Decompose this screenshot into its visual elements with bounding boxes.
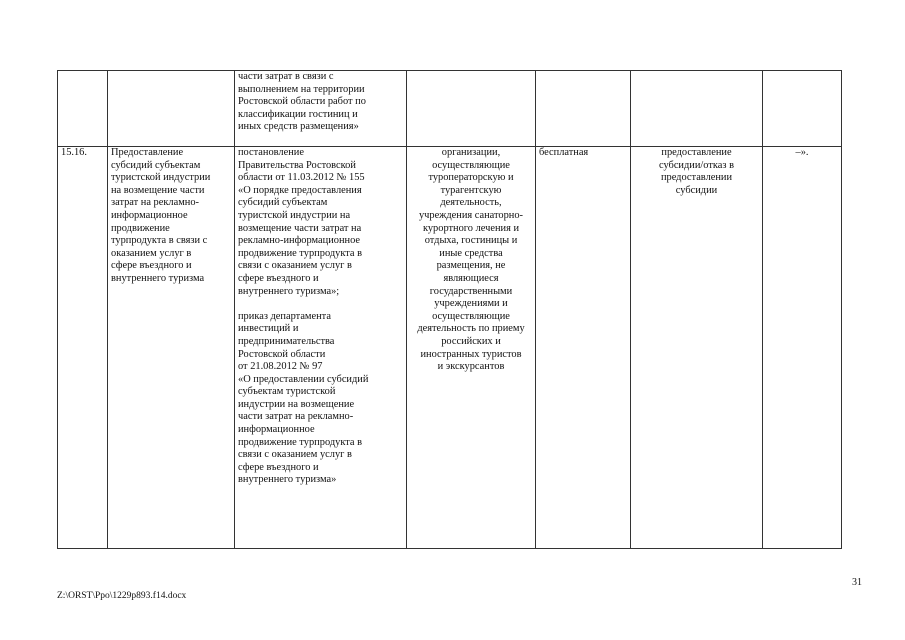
text-line: части затрат в связи с (238, 71, 334, 82)
cell-extra (763, 71, 842, 147)
text-line: классификации гостиниц и (238, 108, 358, 120)
text-line: связи с оказанием услуг в (238, 449, 352, 461)
text-line: субсидий субъектам (238, 197, 328, 209)
text-line: продвижение (111, 222, 170, 234)
text-line: учреждениями и (434, 298, 508, 310)
cell-recipients (407, 71, 536, 147)
cell-payment (536, 71, 631, 147)
text-line: продвижение турпродукта в (238, 247, 363, 259)
text-line: деятельность по приему (417, 323, 525, 335)
text-line: информационное (111, 209, 188, 221)
text-line: субсидии (675, 184, 718, 196)
cell-number (58, 71, 108, 147)
text-line: связи с оказанием услуг в (238, 260, 352, 272)
text-line: учреждения санаторно- (418, 209, 524, 221)
text-line: Ростовской области (238, 348, 326, 360)
text-line: области от 11.03.2012 № 155 (238, 172, 365, 184)
table-row-continued (58, 71, 842, 147)
text-line: турпродукта в связи с (111, 235, 208, 247)
text-line: Ростовской области работ по (238, 96, 366, 108)
text-line: внутреннего туризма (111, 272, 205, 284)
text-line: внутреннего туризма»; (238, 285, 340, 297)
cell-service-name (108, 147, 235, 549)
cell-result (631, 71, 763, 147)
cell-recipients (407, 147, 536, 549)
text-line: приказ департамента (238, 310, 331, 322)
cell-service-name (108, 71, 235, 147)
text-line: осуществляющие (432, 159, 510, 171)
cell-extra: –». (763, 147, 842, 549)
file-path: Z:\ORST\Ppo\1229p893.f14.docx (57, 591, 187, 601)
page-number: 31 (852, 577, 862, 588)
cell-result (631, 147, 763, 549)
text-line: продвижение турпродукта в (238, 436, 363, 448)
cell-legal-basis (235, 71, 407, 147)
text-line: турагентскую (440, 184, 502, 196)
text-line: размещения, не (436, 260, 506, 272)
text-line: постановление (238, 147, 304, 158)
text-line: и экскурсантов (437, 361, 505, 373)
table-row-15-16 (58, 147, 842, 549)
text-line: осуществляющие (432, 310, 510, 322)
cell-number: 15.16. (58, 147, 108, 549)
text-line: государственными (429, 285, 513, 297)
text-line: предоставление (661, 147, 732, 158)
text-line: возмещение части затрат на (238, 222, 362, 234)
text-line: «О предоставлении субсидий (238, 373, 369, 385)
text-line: внутреннего туризма» (238, 474, 337, 486)
text-line: предоставлении (660, 172, 733, 184)
text-line: Предоставление (111, 147, 184, 158)
text-line: иных средств размещения» (238, 121, 359, 133)
text-line: затрат на рекламно- (111, 197, 200, 209)
text-line: туроператорскую и (428, 172, 514, 184)
cell-legal-basis (235, 147, 407, 549)
text-line: иностранных туристов (420, 348, 522, 360)
text-line: туристской индустрии на (238, 209, 351, 221)
text-line: субсидии/отказ в (659, 159, 734, 171)
text-line: индустрии на возмещение (238, 398, 355, 410)
text-line: субъектам туристской (238, 386, 336, 398)
services-table (57, 70, 842, 549)
text-line: субсидий субъектам (111, 159, 201, 171)
text-line: курортного лечения и (422, 222, 520, 234)
text-line: Правительства Ростовской (238, 159, 356, 171)
text-line: организации, (441, 147, 501, 158)
text-line: инвестиций и (238, 323, 299, 335)
text-line: рекламно-информационное (238, 235, 361, 247)
text-line: российских и (441, 335, 501, 347)
text-line: туристской индустрии (111, 172, 211, 184)
text-line: части затрат на рекламно- (238, 411, 354, 423)
text-line: сфере въездного и (238, 272, 319, 284)
paragraph-gap (238, 298, 403, 311)
text-line: сфере въездного и (111, 260, 192, 272)
text-line: отдыха, гостиницы и (424, 235, 518, 247)
text-line: информационное (238, 424, 315, 436)
text-line: предпринимательства (238, 335, 335, 347)
cell-payment: бесплатная (536, 147, 631, 549)
text-line: на возмещение части (111, 184, 205, 196)
text-line: деятельность, (440, 197, 502, 209)
legal-basis-resolution (238, 147, 403, 298)
text-line: от 21.08.2012 № 97 (238, 361, 323, 373)
text-line: сфере въездного и (238, 461, 319, 473)
text-line: иные средства (439, 247, 503, 259)
text-line: выполнением на территории (238, 83, 365, 95)
legal-basis-order (238, 311, 403, 487)
text-line: оказанием услуг в (111, 247, 192, 259)
text-line: «О порядке предоставления (238, 184, 362, 196)
text-line: являющиеся (443, 272, 499, 284)
